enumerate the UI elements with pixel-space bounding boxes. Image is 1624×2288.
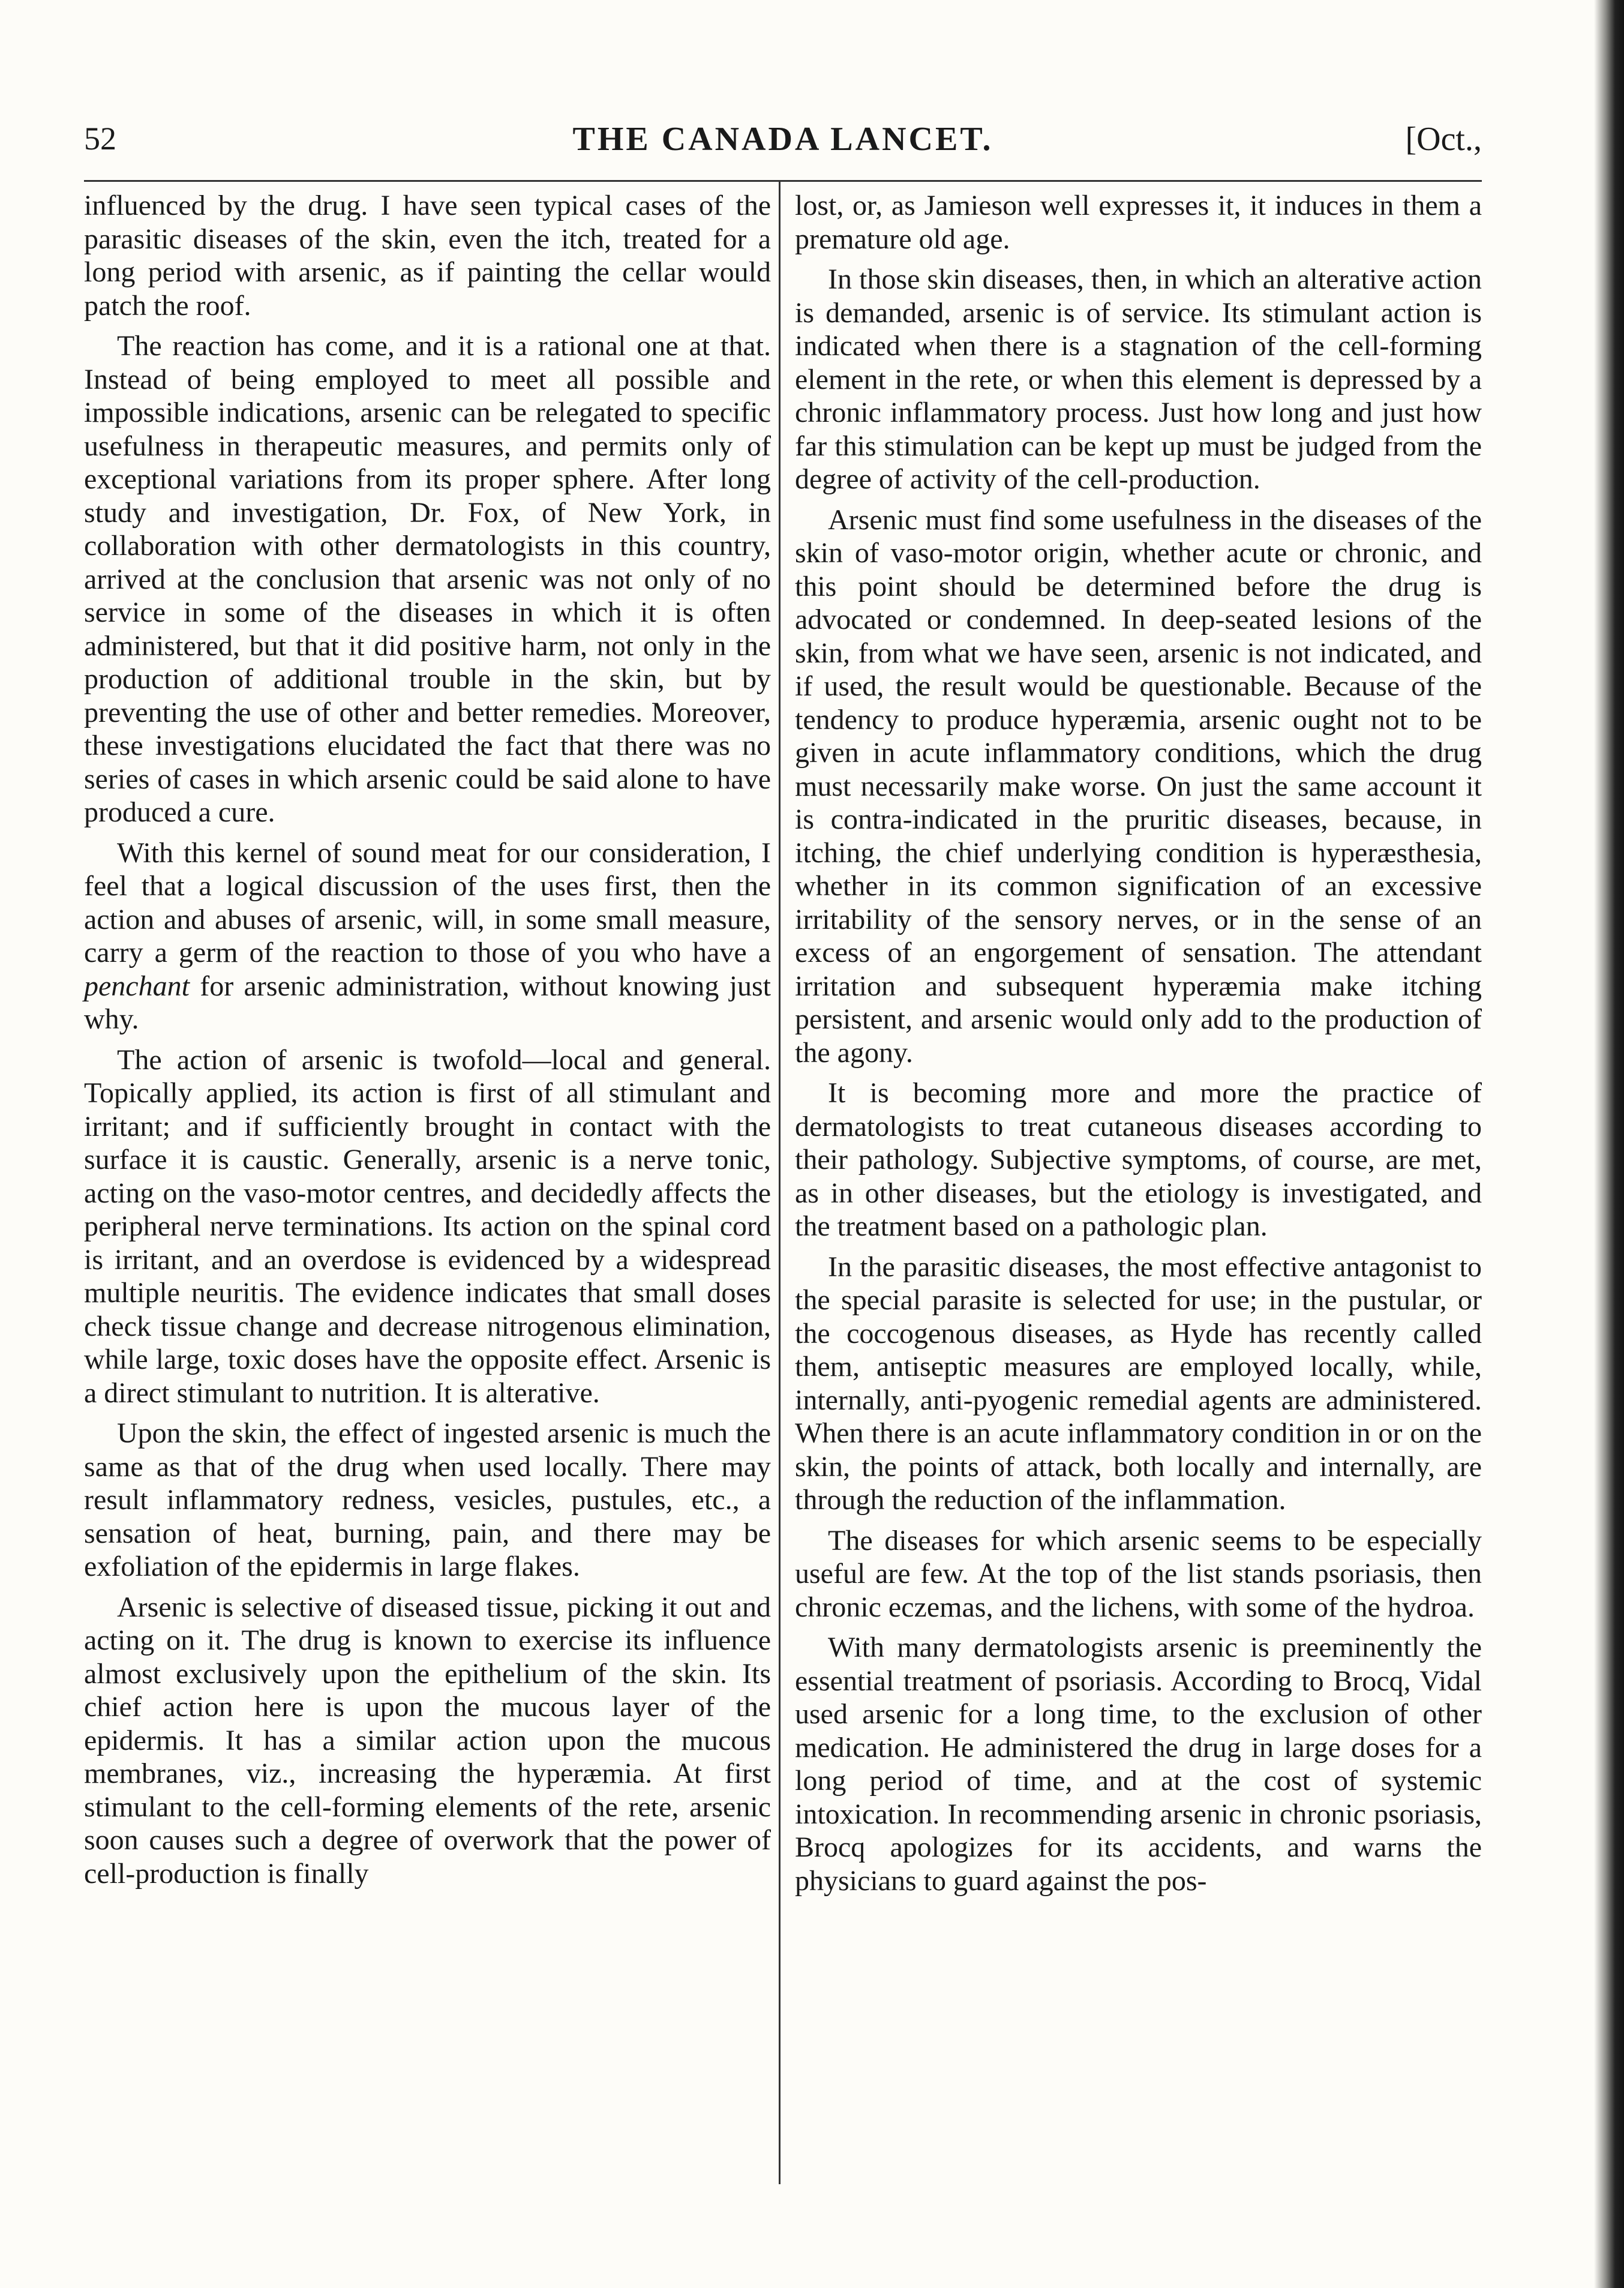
- running-header: [84, 120, 1482, 174]
- left-column: [84, 189, 771, 1897]
- page-number: 52: [84, 121, 116, 157]
- paragraph: The action of arsenic is twofold—local and general. Topically applied, its action is first of all stimulant and irritant; and if sufficiently brought in contact with the surface it is caustic. Generally, arsenic is a nerve tonic, acting on the vaso-motor centres, and decidedly affects the peripheral nerve terminations. Its action on the spinal cord is irritant, and an overdose is evidenced by a widespread multiple neuritis. The evidence indicates that small doses check tissue change and decrease nitrogenous elimination, while large, toxic doses have the opposite effect. Arsenic is a direct stimulant to nutrition. It is alterative.: [84, 1043, 771, 1409]
- paragraph: It is becoming more and more the practice of dermatologists to treat cutaneous diseases according to their pathology. Subjective symptoms, of course, are met, as in other diseases, but the etiology is investigated, and the treatment based on a pathologic plan.: [795, 1077, 1482, 1242]
- paragraph: Arsenic is selective of diseased tissue, picking it out and acting on it. The drug is known to exercise its influence almost exclusively upon the epithelium of the skin. Its chief action here is upon the mucous layer of the epidermis. It has a similar action upon the mucous membranes, viz., increasing the hyperæmia. At first stimulant to the cell-forming elements of the rete, arsenic soon causes such a degree of overwork that the power of cell-production is finally: [84, 1591, 771, 1890]
- emphasis-text: penchant: [84, 970, 190, 1002]
- paragraph: lost, or, as Jamieson well expresses it, it induces in them a premature old age.: [795, 190, 1482, 255]
- page-binding-edge: [1594, 0, 1624, 2288]
- paragraph-text: With this kernel of sound meat for our consideration, I feel that a logical discussion of the uses first, then the action and abuses of arsenic, will, in some small measure, carry a germ of the reaction to those of you who have a: [84, 836, 771, 968]
- paragraph: Upon the skin, the effect of ingested arsenic is much the same as that of the drug when used locally. There may result inflammatory redness, vesicles, pustules, etc., a sensation of heat, burning, pain, and there may be exfoliation of the epidermis in large flakes.: [84, 1417, 771, 1582]
- paragraph: [84, 836, 771, 1036]
- paragraph-text: for arsenic administration, without knowing just why.: [84, 970, 771, 1035]
- paragraph: Arsenic must find some usefulness in the diseases of the skin of vaso-motor origin, whether acute or chronic, and this point should be determined before the drug is advocated or condemned. In deep-seated lesions of the skin, from what we have seen, arsenic is not indicated, and if used, the result would be questionable. Because of the tendency to produce hyperæmia, arsenic ought not to be given in acute inflammatory conditions, which the drug must necessarily make worse. On just the same account it is contra-indicated in the pruritic diseases, because, in itching, the chief underlying condition is hyperæsthesia, whether in its common signification of an excessive irritability of the sensory nerves, or in the sense of an excess of an engorgement of sensation. The attendant irritation and subsequent hyperæmia make itching persistent, and arsenic would only add to the production of the agony.: [795, 503, 1482, 1069]
- header-rule: [84, 180, 1482, 182]
- paragraph: The reaction has come, and it is a rational one at that. Instead of being employed to meet all possible and impossible indications, arsenic can be relegated to specific usefulness in therapeutic measures, and permits only of exceptional variations from its proper sphere. After long study and investigation, Dr. Fox, of New York, in collaboration with other dermatologists in this country, arrived at the conclusion that arsenic was not only of no service in some of the diseases in which it is often administered, but that it did positive harm, not only in the production of additional trouble in the skin, but by preventing the use of other and better remedies. Moreover, these investigations elucidated the fact that there was no series of cases in which arsenic could be said alone to have produced a cure.: [84, 330, 771, 828]
- paragraph: The diseases for which arsenic seems to be especially useful are few. At the top of the list stands psoriasis, then chronic eczemas, and the lichens, with some of the hydroa.: [795, 1524, 1482, 1623]
- right-column: [795, 189, 1482, 1905]
- paragraph: With many dermatologists arsenic is preeminently the essential treatment of psoriasis. According to Brocq, Vidal used arsenic for a long time, to the exclusion of other medication. He administered the drug in large doses for a long period of time, and at the cost of systemic intoxication. In recommending arsenic in chronic psoriasis, Brocq apologizes for its accidents, and warns the physicians to guard against the pos-: [795, 1632, 1482, 1897]
- column-divider: [779, 180, 781, 2184]
- paragraph: influenced by the drug. I have seen typical cases of the parasitic diseases of the skin, even the itch, treated for a long period with arsenic, as if painting the cellar would patch the roof.: [84, 190, 771, 322]
- paragraph: In those skin diseases, then, in which an alterative action is demanded, arsenic is of service. Its stimulant action is indicated when there is a stagnation of the cell-forming element in the rete, or when this element is depressed by a chronic inflammatory process. Just how long and just how far this stimulation can be kept up must be judged from the degree of activity of the cell-production.: [795, 263, 1482, 495]
- journal-title: THE CANADA LANCET.: [572, 121, 993, 158]
- issue-month: [Oct.,: [1405, 121, 1482, 158]
- paragraph: In the parasitic diseases, the most effective antagonist to the special parasite is selected for use; in the pustular, or the coccogenous diseases, as Hyde has recently called them, antiseptic measures are employed locally, while, internally, anti-pyogenic remedial agents are administered. When there is an acute inflammatory condition in or on the skin, the points of attack, both locally and internally, are through the reduction of the inflammation.: [795, 1251, 1482, 1516]
